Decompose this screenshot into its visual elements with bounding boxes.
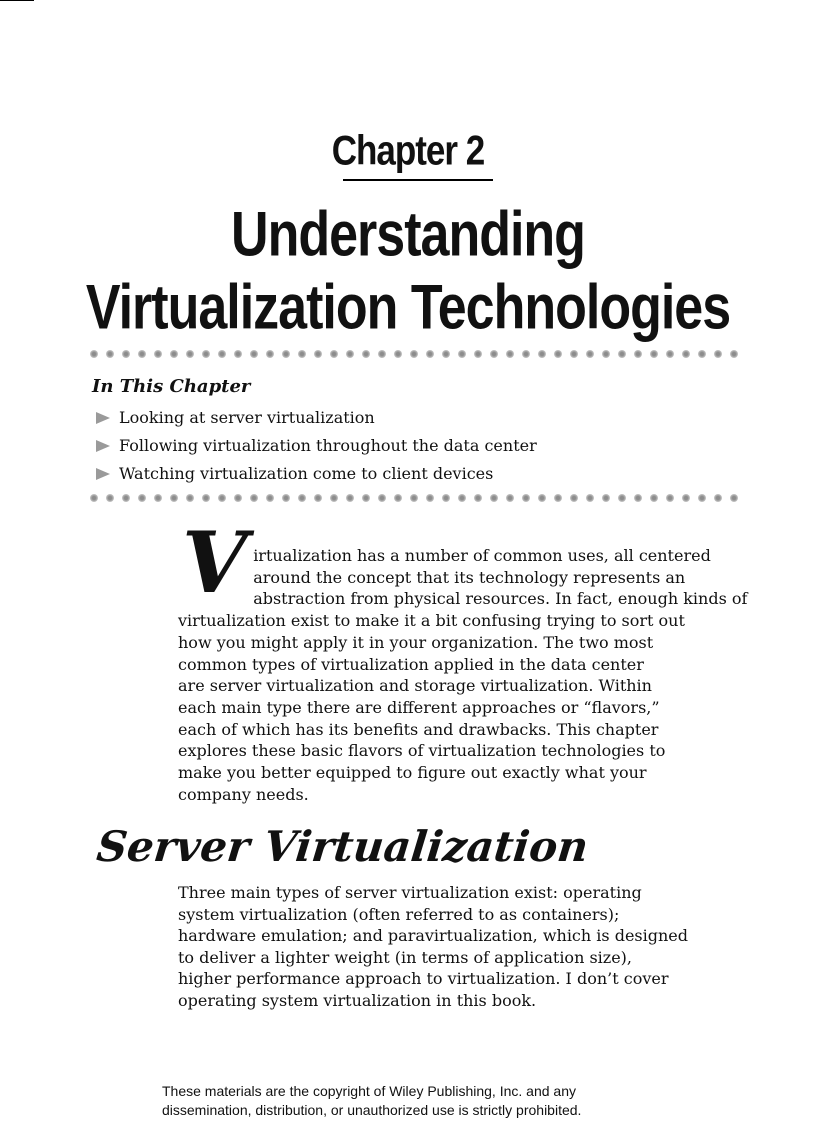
- divider-dot: [122, 494, 130, 502]
- triangle-bullet-icon: [96, 468, 110, 480]
- divider-dot: [314, 494, 322, 502]
- divider-dot: [362, 350, 370, 358]
- chapter-label: Chapter 2: [331, 128, 485, 175]
- chapter-rule: [343, 179, 493, 181]
- divider-dot: [442, 494, 450, 502]
- divider-dot: [522, 494, 530, 502]
- section-heading: Server Virtualization: [94, 822, 591, 871]
- divider-dot: [362, 494, 370, 502]
- divider-dot: [234, 350, 242, 358]
- divider-dot: [490, 350, 498, 358]
- divider-dot: [506, 494, 514, 502]
- divider-dot: [634, 494, 642, 502]
- divider-dot: [186, 350, 194, 358]
- divider-dot: [474, 494, 482, 502]
- divider-dot: [602, 350, 610, 358]
- divider-dot: [90, 350, 98, 358]
- divider-dot: [410, 350, 418, 358]
- page-corner-mark: [0, 0, 34, 4]
- divider-dot: [650, 350, 658, 358]
- divider-dot: [106, 494, 114, 502]
- section-paragraph: Three main types of server virtualization exist: operating system virtualization (often referred to as containers); hardware emulation; and paravirtualization, which is designed to deliver a lighter weight (in terms of application size), higher performance approach to virtualization. I don’t cover operating system virtualization in this book.: [178, 883, 688, 1010]
- divider-dot: [154, 350, 162, 358]
- chapter-title: [0, 198, 816, 344]
- divider-dot: [618, 350, 626, 358]
- divider-dot: [282, 350, 290, 358]
- divider-dot: [314, 350, 322, 358]
- divider-dot: [106, 350, 114, 358]
- dotted-divider-bottom: [90, 494, 738, 504]
- divider-dot: [682, 494, 690, 502]
- divider-dot: [682, 350, 690, 358]
- intro-paragraph: [178, 513, 748, 805]
- divider-dot: [330, 494, 338, 502]
- divider-dot: [538, 494, 546, 502]
- divider-dot: [266, 494, 274, 502]
- divider-dot: [714, 350, 722, 358]
- divider-dot: [522, 350, 530, 358]
- divider-dot: [650, 494, 658, 502]
- chapter-title-line-1: Understanding: [231, 199, 585, 270]
- divider-dot: [298, 494, 306, 502]
- intro-text: irtualization has a number of common uses, all centered around the concept that its technology represents an abstraction from physical resources. In fact, enough kinds of virtualization exist to make it a bit confusing trying to sort out how you might apply it in your organization. The two most common types of virtualization applied in the data center are server virtualization and storage virtualization. Within each main type there are different approaches or “flavors,” each of which has its benefits and drawbacks. This chapter explores these basic flavors of virtualization technologies to make you better equipped to figure out exactly what your company needs.: [178, 546, 748, 804]
- divider-dot: [426, 494, 434, 502]
- list-item: [96, 460, 537, 488]
- divider-dot: [346, 350, 354, 358]
- divider-dot: [186, 494, 194, 502]
- list-item-text: Looking at server virtualization: [119, 408, 375, 427]
- divider-dot: [410, 494, 418, 502]
- divider-dot: [138, 350, 146, 358]
- divider-dot: [170, 350, 178, 358]
- divider-dot: [90, 494, 98, 502]
- divider-dot: [666, 350, 674, 358]
- divider-dot: [506, 350, 514, 358]
- dotted-divider-top: [90, 350, 738, 360]
- divider-dot: [730, 494, 738, 502]
- divider-dot: [458, 494, 466, 502]
- divider-dot: [202, 494, 210, 502]
- divider-dot: [266, 350, 274, 358]
- divider-dot: [442, 350, 450, 358]
- divider-dot: [394, 494, 402, 502]
- copyright-footer: These materials are the copyright of Wiley Publishing, Inc. and any dissemination, distribution, or unauthorized use is strictly prohibited.: [162, 1083, 582, 1118]
- divider-dot: [218, 494, 226, 502]
- divider-dot: [570, 494, 578, 502]
- divider-dot: [426, 350, 434, 358]
- chapter-topics-list: [96, 404, 537, 488]
- divider-dot: [282, 494, 290, 502]
- triangle-bullet-icon: [96, 412, 110, 424]
- divider-dot: [154, 494, 162, 502]
- divider-dot: [346, 494, 354, 502]
- drop-cap: V: [182, 513, 248, 612]
- divider-dot: [618, 494, 626, 502]
- divider-dot: [570, 350, 578, 358]
- divider-dot: [122, 350, 130, 358]
- divider-dot: [378, 494, 386, 502]
- divider-dot: [730, 350, 738, 358]
- divider-dot: [602, 494, 610, 502]
- divider-dot: [202, 350, 210, 358]
- divider-dot: [554, 494, 562, 502]
- in-this-chapter-heading: In This Chapter: [92, 376, 251, 397]
- divider-dot: [698, 350, 706, 358]
- list-item-text: Following virtualization throughout the data center: [119, 436, 537, 455]
- divider-dot: [538, 350, 546, 358]
- divider-dot: [698, 494, 706, 502]
- divider-dot: [394, 350, 402, 358]
- divider-dot: [586, 350, 594, 358]
- divider-dot: [250, 494, 258, 502]
- divider-dot: [586, 494, 594, 502]
- divider-dot: [330, 350, 338, 358]
- list-item: [96, 432, 537, 460]
- list-item-text: Watching virtualization come to client devices: [119, 464, 494, 483]
- list-item: [96, 404, 537, 432]
- divider-dot: [554, 350, 562, 358]
- divider-dot: [218, 350, 226, 358]
- divider-dot: [458, 350, 466, 358]
- divider-dot: [490, 494, 498, 502]
- divider-dot: [666, 494, 674, 502]
- divider-dot: [378, 350, 386, 358]
- divider-dot: [298, 350, 306, 358]
- divider-dot: [250, 350, 258, 358]
- divider-dot: [138, 494, 146, 502]
- divider-dot: [714, 494, 722, 502]
- divider-dot: [234, 494, 242, 502]
- divider-dot: [474, 350, 482, 358]
- triangle-bullet-icon: [96, 440, 110, 452]
- divider-dot: [634, 350, 642, 358]
- divider-dot: [170, 494, 178, 502]
- chapter-title-line-2: Virtualization Technologies: [85, 272, 731, 344]
